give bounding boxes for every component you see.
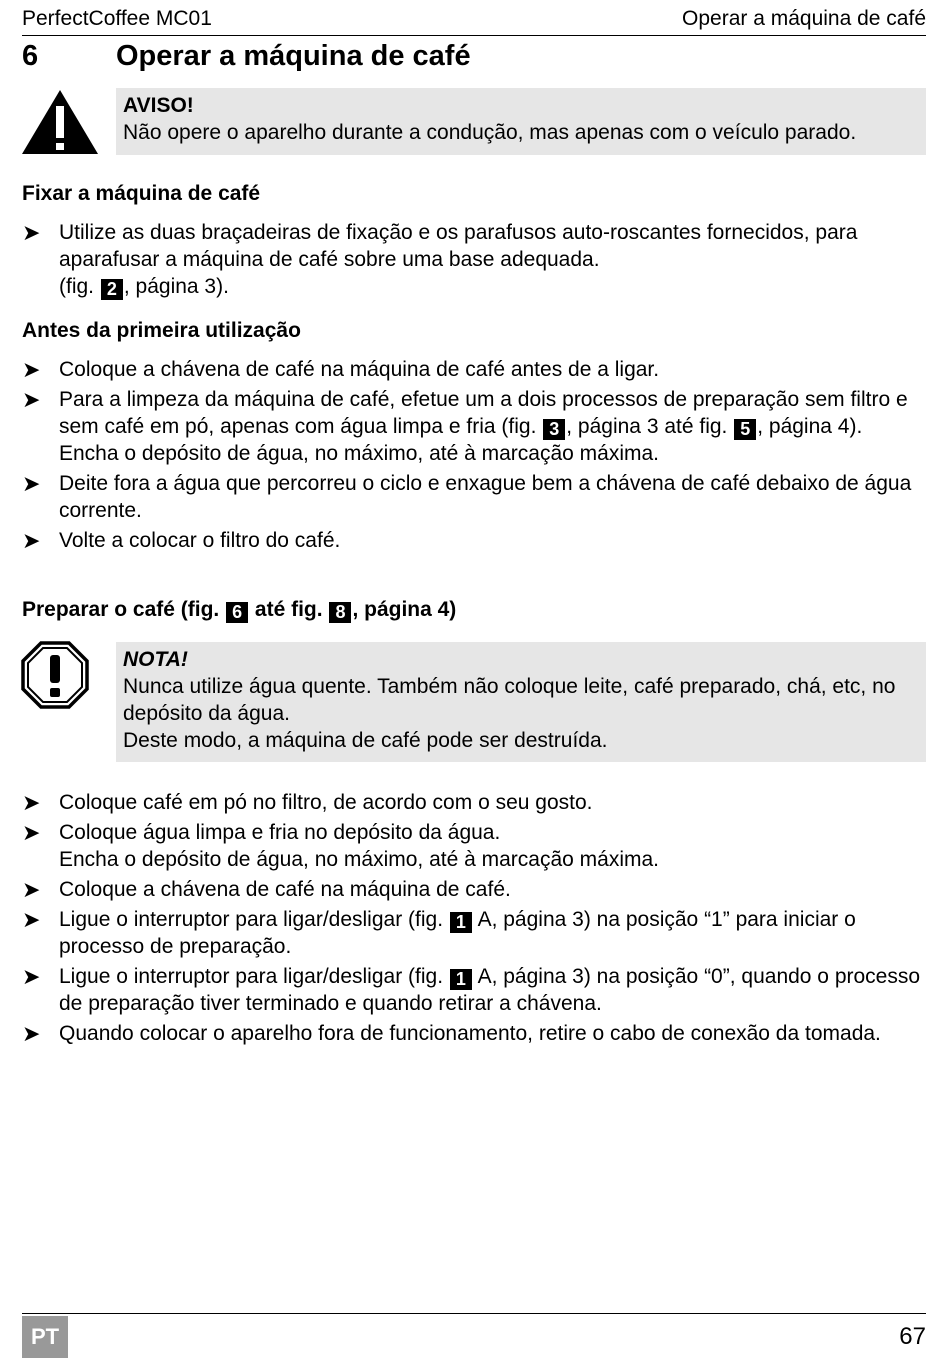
bullet-arrow-icon: ➤: [22, 877, 41, 902]
language-badge: PT: [22, 1316, 68, 1358]
note-text-1: Nunca utilize água quente. Também não coloque leite, café preparado, chá, etc, no depósito da água.: [123, 675, 896, 725]
figure-badge: 1: [450, 912, 472, 933]
list-item: [22, 906, 926, 960]
list-item: [22, 386, 926, 467]
step-text: Para a limpeza da máquina de café, efetue um a dois processos de preparação sem filtro e sem café em pó, apenas com água limpa e fria (fig.: [59, 388, 908, 438]
step-text: , página 3).: [123, 275, 229, 298]
step-text: Ligue o interruptor para ligar/desligar (fig.: [59, 908, 444, 931]
section-antes: Antes da primeira utilização: [22, 319, 301, 342]
step-text: Deite fora a água que percorreu o ciclo e enxague bem a chávena de café debaixo de água corrente.: [59, 472, 912, 522]
step-text: Coloque a chávena de café na máquina de café.: [59, 878, 511, 901]
note-title: NOTA!: [123, 648, 188, 671]
bullet-arrow-icon: ➤: [22, 357, 41, 382]
bullet-arrow-icon: ➤: [22, 528, 41, 553]
list-item: [22, 470, 926, 524]
heading-text: , página 4): [352, 598, 457, 621]
page-header: [22, 4, 926, 36]
exclamation-octagon-icon: [21, 641, 89, 709]
warning-triangle-icon: [21, 88, 99, 156]
bullet-arrow-icon: ➤: [22, 820, 41, 845]
list-item: [22, 819, 926, 873]
bullet-arrow-icon: ➤: [22, 790, 41, 815]
header-section: Operar a máquina de café: [682, 7, 926, 30]
step-text: , página 3 até fig.: [566, 415, 728, 438]
step-text: Coloque café em pó no filtro, de acordo com o seu gosto.: [59, 791, 593, 814]
step-text: Encha o depósito de água, no máximo, até à marcação máxima.: [59, 848, 659, 871]
figure-badge: 2: [101, 279, 123, 300]
chapter-number: 6: [22, 40, 39, 72]
list-item: [22, 219, 926, 300]
step-text: Utilize as duas braçadeiras de fixação e os parafusos auto-roscantes fornecidos, para aparafusar a máquina de café sobre uma base adequada.: [59, 221, 858, 271]
header-product: PerfectCoffee MC01: [22, 7, 212, 30]
section-fixar: Fixar a máquina de café: [22, 182, 261, 205]
step-text: Coloque a chávena de café na máquina de café antes de a ligar.: [59, 358, 660, 381]
list-item: [22, 356, 926, 383]
list-item: [22, 789, 926, 816]
warning-box: [116, 88, 926, 155]
note-text-2: Deste modo, a máquina de café pode ser destruída.: [123, 729, 608, 752]
step-text: Encha o depósito de água, no máximo, até à marcação máxima.: [59, 442, 659, 465]
step-text: (fig.: [59, 275, 95, 298]
bullet-arrow-icon: ➤: [22, 964, 41, 989]
step-text: Volte a colocar o filtro do café.: [59, 529, 341, 552]
chapter-title: Operar a máquina de café: [116, 40, 471, 72]
heading-text: até fig.: [254, 598, 323, 621]
figure-badge: 3: [543, 419, 565, 440]
figure-badge: 1: [450, 969, 472, 990]
step-text: Quando colocar o aparelho fora de funcionamento, retire o cabo de conexão da tomada.: [59, 1022, 881, 1045]
step-text: Coloque água limpa e fria no depósito da água.: [59, 821, 501, 844]
figure-badge: 6: [226, 602, 248, 623]
fixar-steps: [22, 219, 926, 303]
antes-steps: [22, 356, 926, 557]
list-item: [22, 963, 926, 1017]
page-number: 67: [899, 1323, 926, 1350]
warning-title: AVISO!: [123, 94, 194, 117]
list-item: [22, 527, 926, 554]
figure-badge: 8: [329, 602, 351, 623]
bullet-arrow-icon: ➤: [22, 220, 41, 245]
step-text: A, página 3) na posição “1” para iniciar o processo de preparação.: [59, 908, 856, 958]
bullet-arrow-icon: ➤: [22, 471, 41, 496]
section-preparar: [22, 598, 456, 623]
step-text: , página 4).: [757, 415, 863, 438]
heading-text: Preparar o café (fig.: [22, 598, 220, 621]
bullet-arrow-icon: ➤: [22, 907, 41, 932]
step-text: Ligue o interruptor para ligar/desligar (fig.: [59, 965, 444, 988]
warning-text: Não opere o aparelho durante a condução, mas apenas com o veículo parado.: [123, 121, 857, 144]
bullet-arrow-icon: ➤: [22, 387, 41, 412]
figure-badge: 5: [734, 419, 756, 440]
list-item: [22, 876, 926, 903]
note-box: [116, 642, 926, 762]
preparar-steps: [22, 789, 926, 1050]
step-text: A, página 3) na posição “0”, quando o processo de preparação tiver terminado e quando retirar a chávena.: [59, 965, 921, 1015]
footer-divider: [22, 1313, 926, 1314]
bullet-arrow-icon: ➤: [22, 1021, 41, 1046]
list-item: [22, 1020, 926, 1047]
